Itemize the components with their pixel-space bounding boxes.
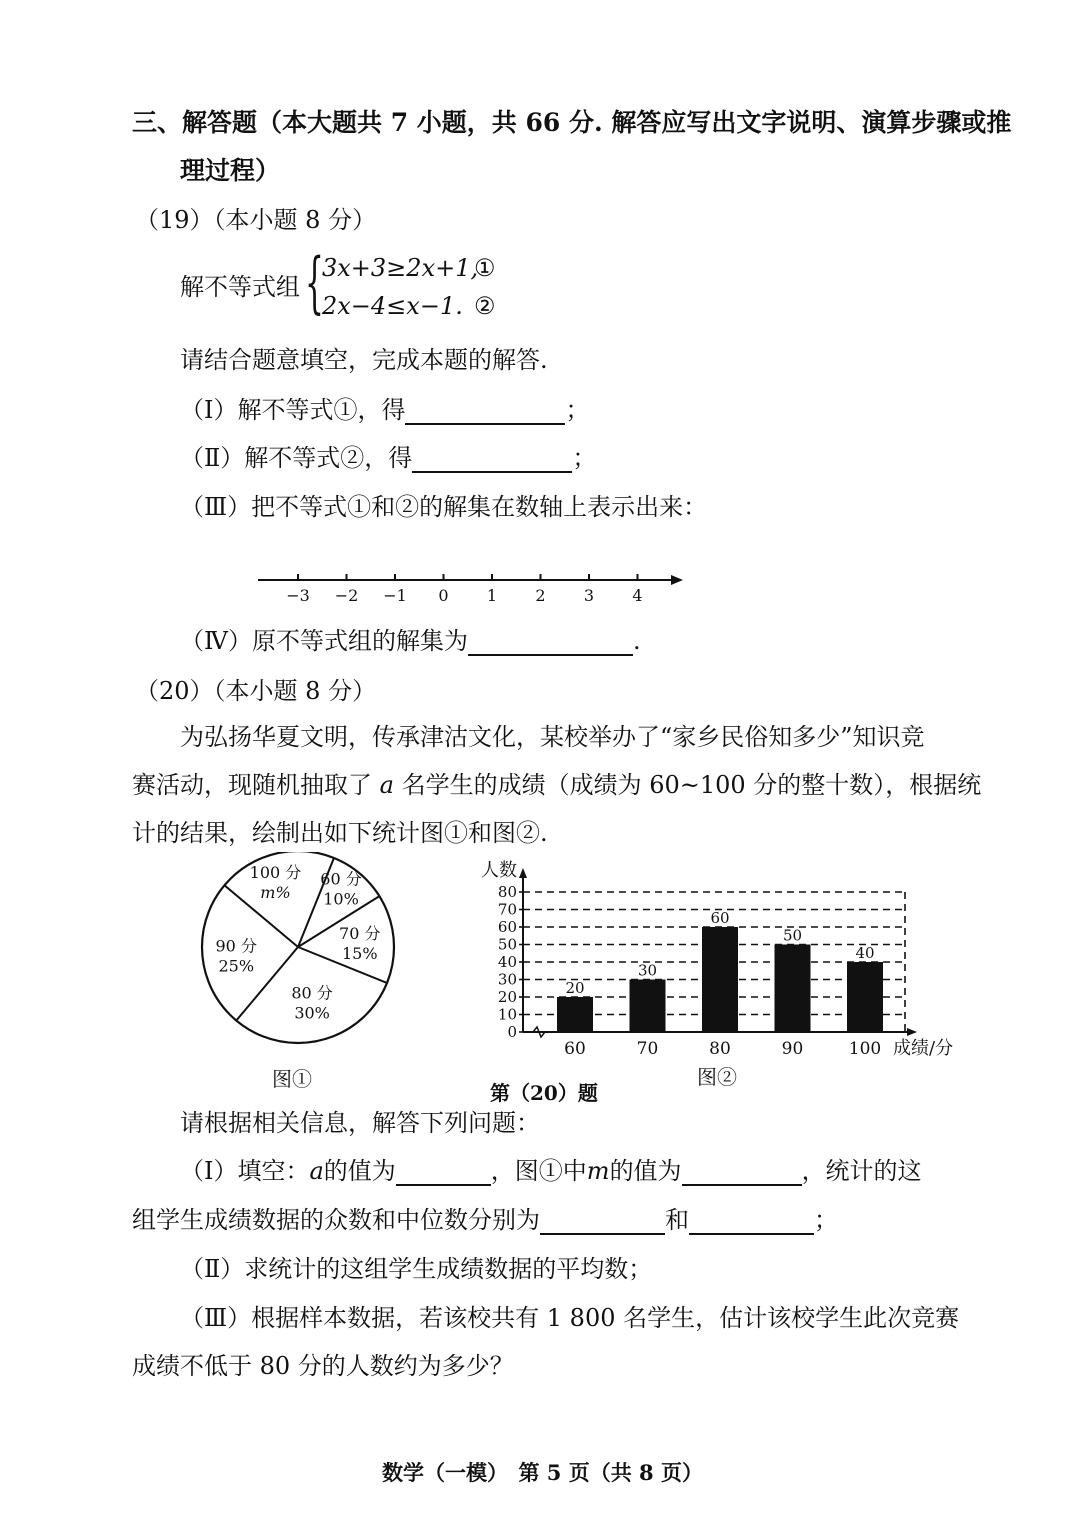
answer-blank[interactable] [468,628,633,656]
tick-label: 4 [632,586,643,605]
ytick-label: 0 [507,1023,517,1041]
text: ，图①中 [490,1157,587,1185]
punct: . [632,627,641,655]
number-line-arrow [671,575,683,585]
x-category-label: 60 [564,1039,586,1059]
pie-slice-label: 90 分 [215,936,257,956]
bar-value-label: 40 [855,944,875,962]
q20-number: （20）（本小题 8 分） [135,677,377,705]
x-category-label: 90 [781,1039,804,1059]
bar-value-label: 60 [710,909,730,927]
page-footer: 数学（一模） 第 5 页（共 8 页） [382,1460,703,1485]
pie-slice-label: 60 分 [320,869,362,889]
q19-part-2 [180,443,596,473]
tick-label: 1 [486,586,498,605]
q19-part-1 [180,395,589,425]
text: ，统计的这 [801,1157,922,1185]
system-brace: { [305,244,324,321]
text: （Ⅰ）填空： [180,1157,310,1185]
answer-blank[interactable] [412,445,572,473]
ytick-label: 10 [497,1005,517,1024]
q19-inequality-2-mark: ② [474,292,496,320]
text: 和 [665,1206,689,1234]
ytick-label: 30 [497,970,517,989]
q19-part-3: （Ⅲ）把不等式①和②的解集在数轴上表示出来： [180,493,708,521]
tick-label: 2 [535,586,546,605]
q20-question-1-line1 [180,1156,922,1186]
q19-part-1-label: （Ⅰ）解不等式①，得 [180,396,406,424]
text: 赛活动，现随机抽取了 [132,771,372,799]
number-line[interactable] [250,565,690,610]
answer-blank-a[interactable] [396,1158,491,1186]
text: 的值为 [323,1157,396,1185]
pie-chart [195,852,415,1047]
q20-paragraph-line1: 为弘扬华夏文明，传承津沽文化，某校举办了“家乡民俗知多少”知识竞 [180,723,925,751]
bar [557,997,593,1032]
punct: ； [572,444,597,472]
bar-chart-title: 图② [697,1065,737,1089]
section-title-line2: 理过程） [180,156,281,185]
q20-question-3-line2: 成绩不低于 80 分的人数约为多少？ [132,1352,514,1380]
variable-a: a [379,771,394,799]
q19-number: （19）（本小题 8 分） [135,206,377,234]
ytick-label: 70 [497,900,517,919]
pie-chart-title: 图① [272,1067,312,1091]
bar [630,980,666,1033]
pie-slice-value: 25% [218,956,255,976]
bar [847,962,883,1032]
text: 的值为 [609,1157,682,1185]
tick-label: −1 [383,586,407,605]
pie-slice-label: 70 分 [339,923,381,943]
q19-part-4-label: （Ⅳ）原不等式组的解集为 [180,627,468,655]
q19-inequality-2: 2x−4≤x−1. [322,292,463,320]
bar-marks [557,927,883,1032]
tick-label: −2 [334,586,359,605]
pie-labels [216,863,381,1023]
variable-a: a [309,1157,324,1185]
pie-slice-value: m% [260,882,291,902]
pie-slice-value: 30% [294,1003,330,1023]
x-category-label: 100 [848,1039,882,1059]
q20-question-1-line2 [132,1205,838,1235]
q19-part-2-label: （Ⅱ）解不等式②，得 [180,444,413,472]
ytick-label: 60 [497,918,517,936]
text: 组学生成绩数据的众数和中位数分别为 [132,1206,540,1234]
answer-blank[interactable] [405,397,565,425]
bar-value-label: 30 [637,961,658,980]
pie-slice-label: 100 分 [249,862,302,882]
bar [702,927,738,1032]
x-axis-arrow [907,1028,917,1036]
figure-caption: 第（20）题 [490,1081,598,1105]
answer-blank-median[interactable] [689,1207,814,1235]
ytick-label: 40 [497,953,517,971]
pie-slice-label: 80 分 [291,983,333,1003]
q20-questions-intro: 请根据相关信息，解答下列问题： [180,1109,540,1137]
x-category-label: 70 [636,1039,659,1059]
ytick-label: 80 [497,883,517,901]
text: ； [814,1206,838,1234]
bar-chart [465,856,980,1066]
y-axis-arrow [519,868,527,878]
y-axis-title: 人数 [481,860,517,881]
number-line-ticks [286,574,642,605]
pie-slice-value: 10% [323,889,359,909]
q19-part-4 [180,626,641,656]
q19-system-label: 解不等式组 [180,273,300,301]
q20-paragraph-line2 [132,770,981,800]
bar [775,945,811,1033]
q19-inequality-1: 3x+3≥2x+1, [322,254,479,282]
x-category-label: 80 [709,1039,731,1059]
variable-m: m [586,1157,610,1185]
answer-blank-m[interactable] [682,1158,802,1186]
tick-label: 3 [583,586,595,605]
punct: ； [565,396,590,424]
ytick-label: 50 [497,935,517,954]
section-title-line1: 三、解答题（本大题共 7 小题，共 66 分. 解答应写出文字说明、演算步骤或推 [132,108,1012,137]
ytick-label: 20 [497,988,517,1006]
bar-value-label: 50 [782,926,803,945]
bar-value-label: 20 [565,979,585,997]
text: 名学生的成绩（成绩为 60~100 分的整十数），根据统 [401,771,982,799]
q20-question-3-line1: （Ⅲ）根据样本数据，若该校共有 1 800 名学生，估计该校学生此次竞赛 [180,1304,960,1332]
answer-blank-mode[interactable] [540,1207,665,1235]
tick-label: −3 [286,586,310,605]
q20-paragraph-line3: 计的结果，绘制出如下统计图①和图②. [132,819,548,847]
pie-slice-value: 15% [341,943,378,963]
x-axis-title: 成绩/分 [893,1038,954,1059]
q19-instruction: 请结合题意填空，完成本题的解答. [180,346,548,374]
tick-label: 0 [438,586,449,605]
q19-inequality-1-mark: ① [474,254,496,282]
q20-question-2: （Ⅱ）求统计的这组学生成绩数据的平均数； [180,1255,653,1283]
